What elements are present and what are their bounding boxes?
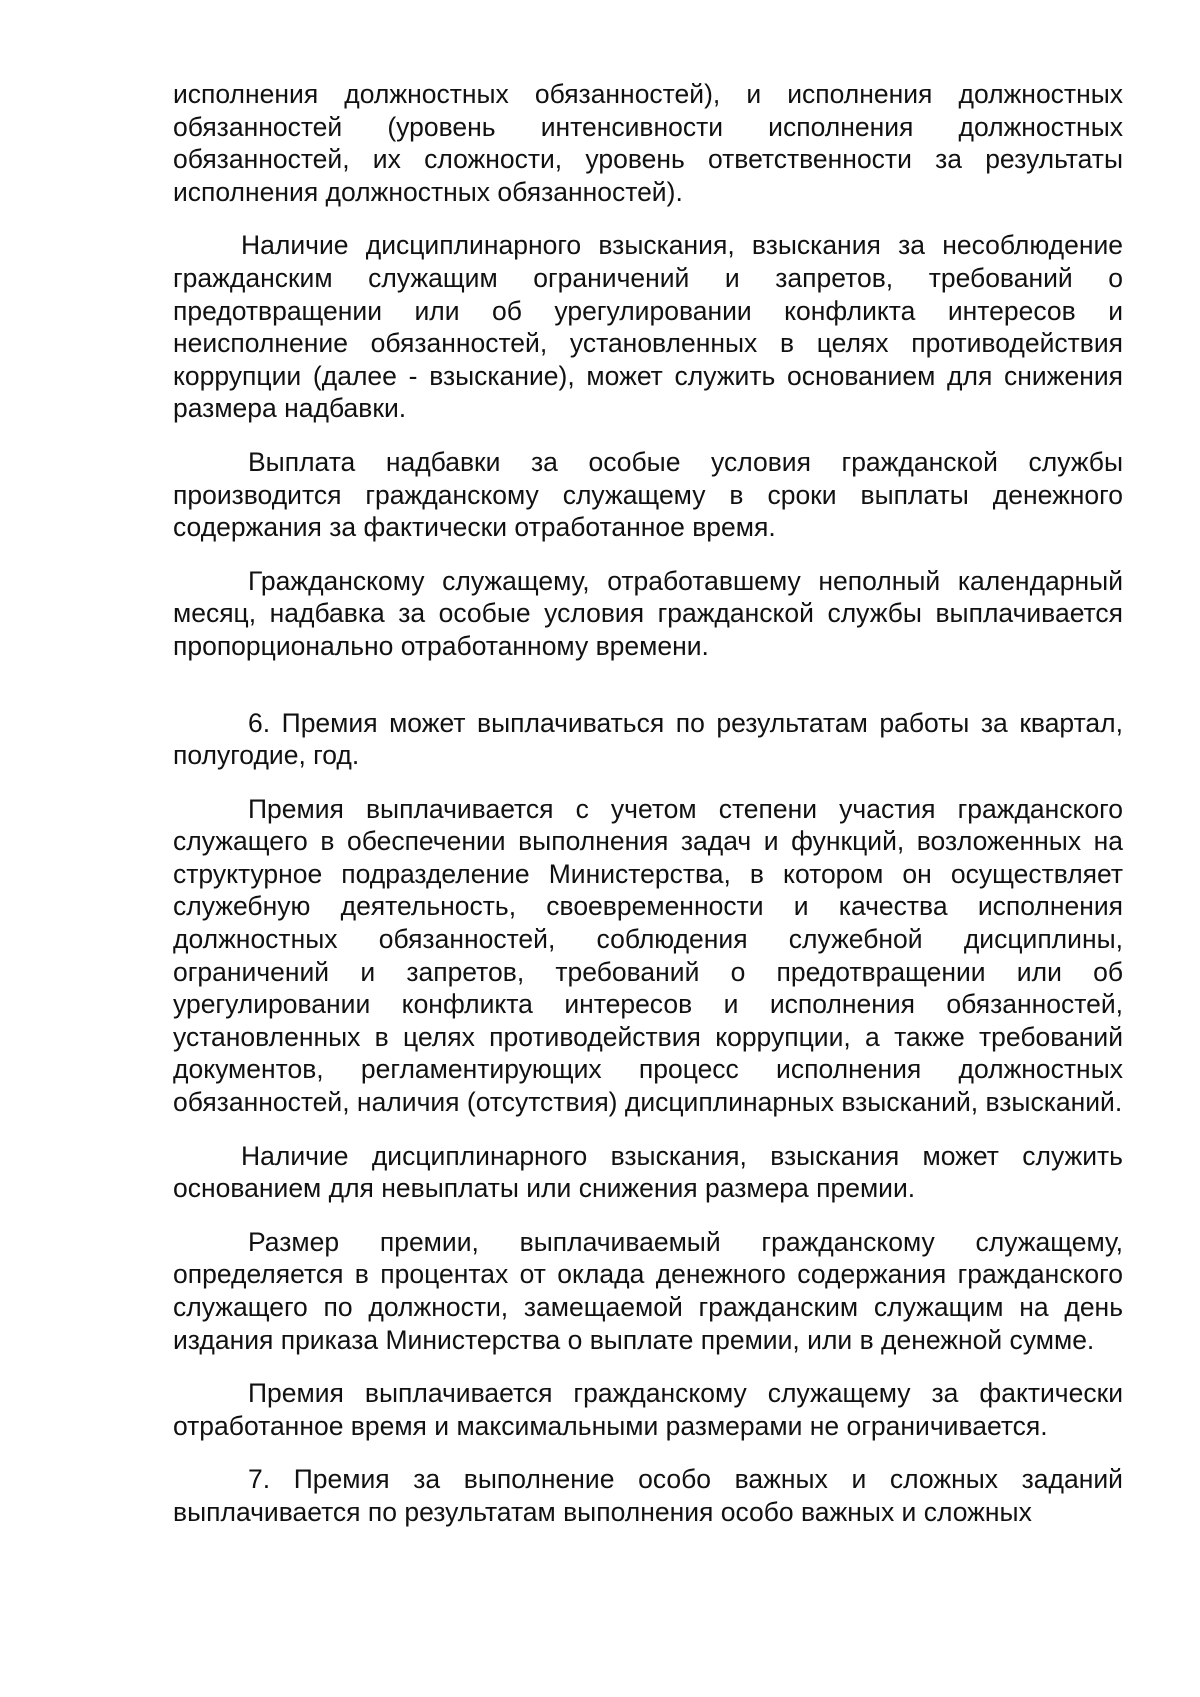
paragraph-item-7-special-tasks: 7. Премия за выполнение особо важных и сложных заданий выплачивается по результатам выполнения особо важных и сложных — [173, 1464, 1123, 1527]
paragraph-disciplinary-allowance: Наличие дисциплинарного взыскания, взыскания за несоблюдение гражданским служащим ограничений и запретов, требований о предотвращении или об урегулировании конфликта интересов и неисполнение обязанностей, установленных в целях противодействия коррупции (далее - взыскание), может служить основанием для снижения размера надбавки. — [173, 230, 1123, 424]
document-page — [173, 78, 1123, 1550]
paragraph-bonus-time: Премия выплачивается гражданскому служащему за фактически отработанное время и максимальными размерами не ограничивается. — [173, 1378, 1123, 1441]
paragraph-bonus-size: Размер премии, выплачиваемый гражданскому служащему, определяется в процентах от оклада денежного содержания гражданского служащего по должности, замещаемой гражданским служащим на день издания приказа Министерства о выплате премии, или в денежной сумме. — [173, 1226, 1123, 1355]
paragraph-bonus-criteria: Премия выплачивается с учетом степени участия гражданского служащего в обеспечении выполнения задач и функций, возложенных на структурное подразделение Министерства, в котором он осуществляет служебную деятельность, своевременности и качества исполнения должностных обязанностей, соблюдения служебной дисциплины, ограничений и запретов, требований о предотвращении или об урегулировании конфликта интересов и исполнения обязанностей, установленных в целях противодействия коррупции, а также требований документов, регламентирующих процесс исполнения должностных обязанностей, наличия (отсутствия) дисциплинарных взысканий, взысканий. — [173, 793, 1123, 1118]
paragraph-allowance-payment: Выплата надбавки за особые условия гражданской службы производится гражданскому служащему в сроки выплаты денежного содержания за фактически отработанное время. — [173, 446, 1123, 543]
paragraph-disciplinary-bonus: Наличие дисциплинарного взыскания, взыскания может служить основанием для невыплаты или снижения размера премии. — [173, 1140, 1123, 1204]
paragraph-item-6-bonus: 6. Премия может выплачиваться по результатам работы за квартал, полугодие, год. — [173, 707, 1123, 771]
paragraph-duties-continuation: исполнения должностных обязанностей), и исполнения должностных обязанностей (уровень интенсивности исполнения должностных обязанностей, их сложности, уровень ответственности за результаты исполнения должностных обязанностей). — [173, 79, 1123, 207]
paragraph-partial-month: Гражданскому служащему, отработавшему неполный календарный месяц, надбавка за особые условия гражданской службы выплачивается пропорционально отработанному времени. — [173, 565, 1123, 661]
